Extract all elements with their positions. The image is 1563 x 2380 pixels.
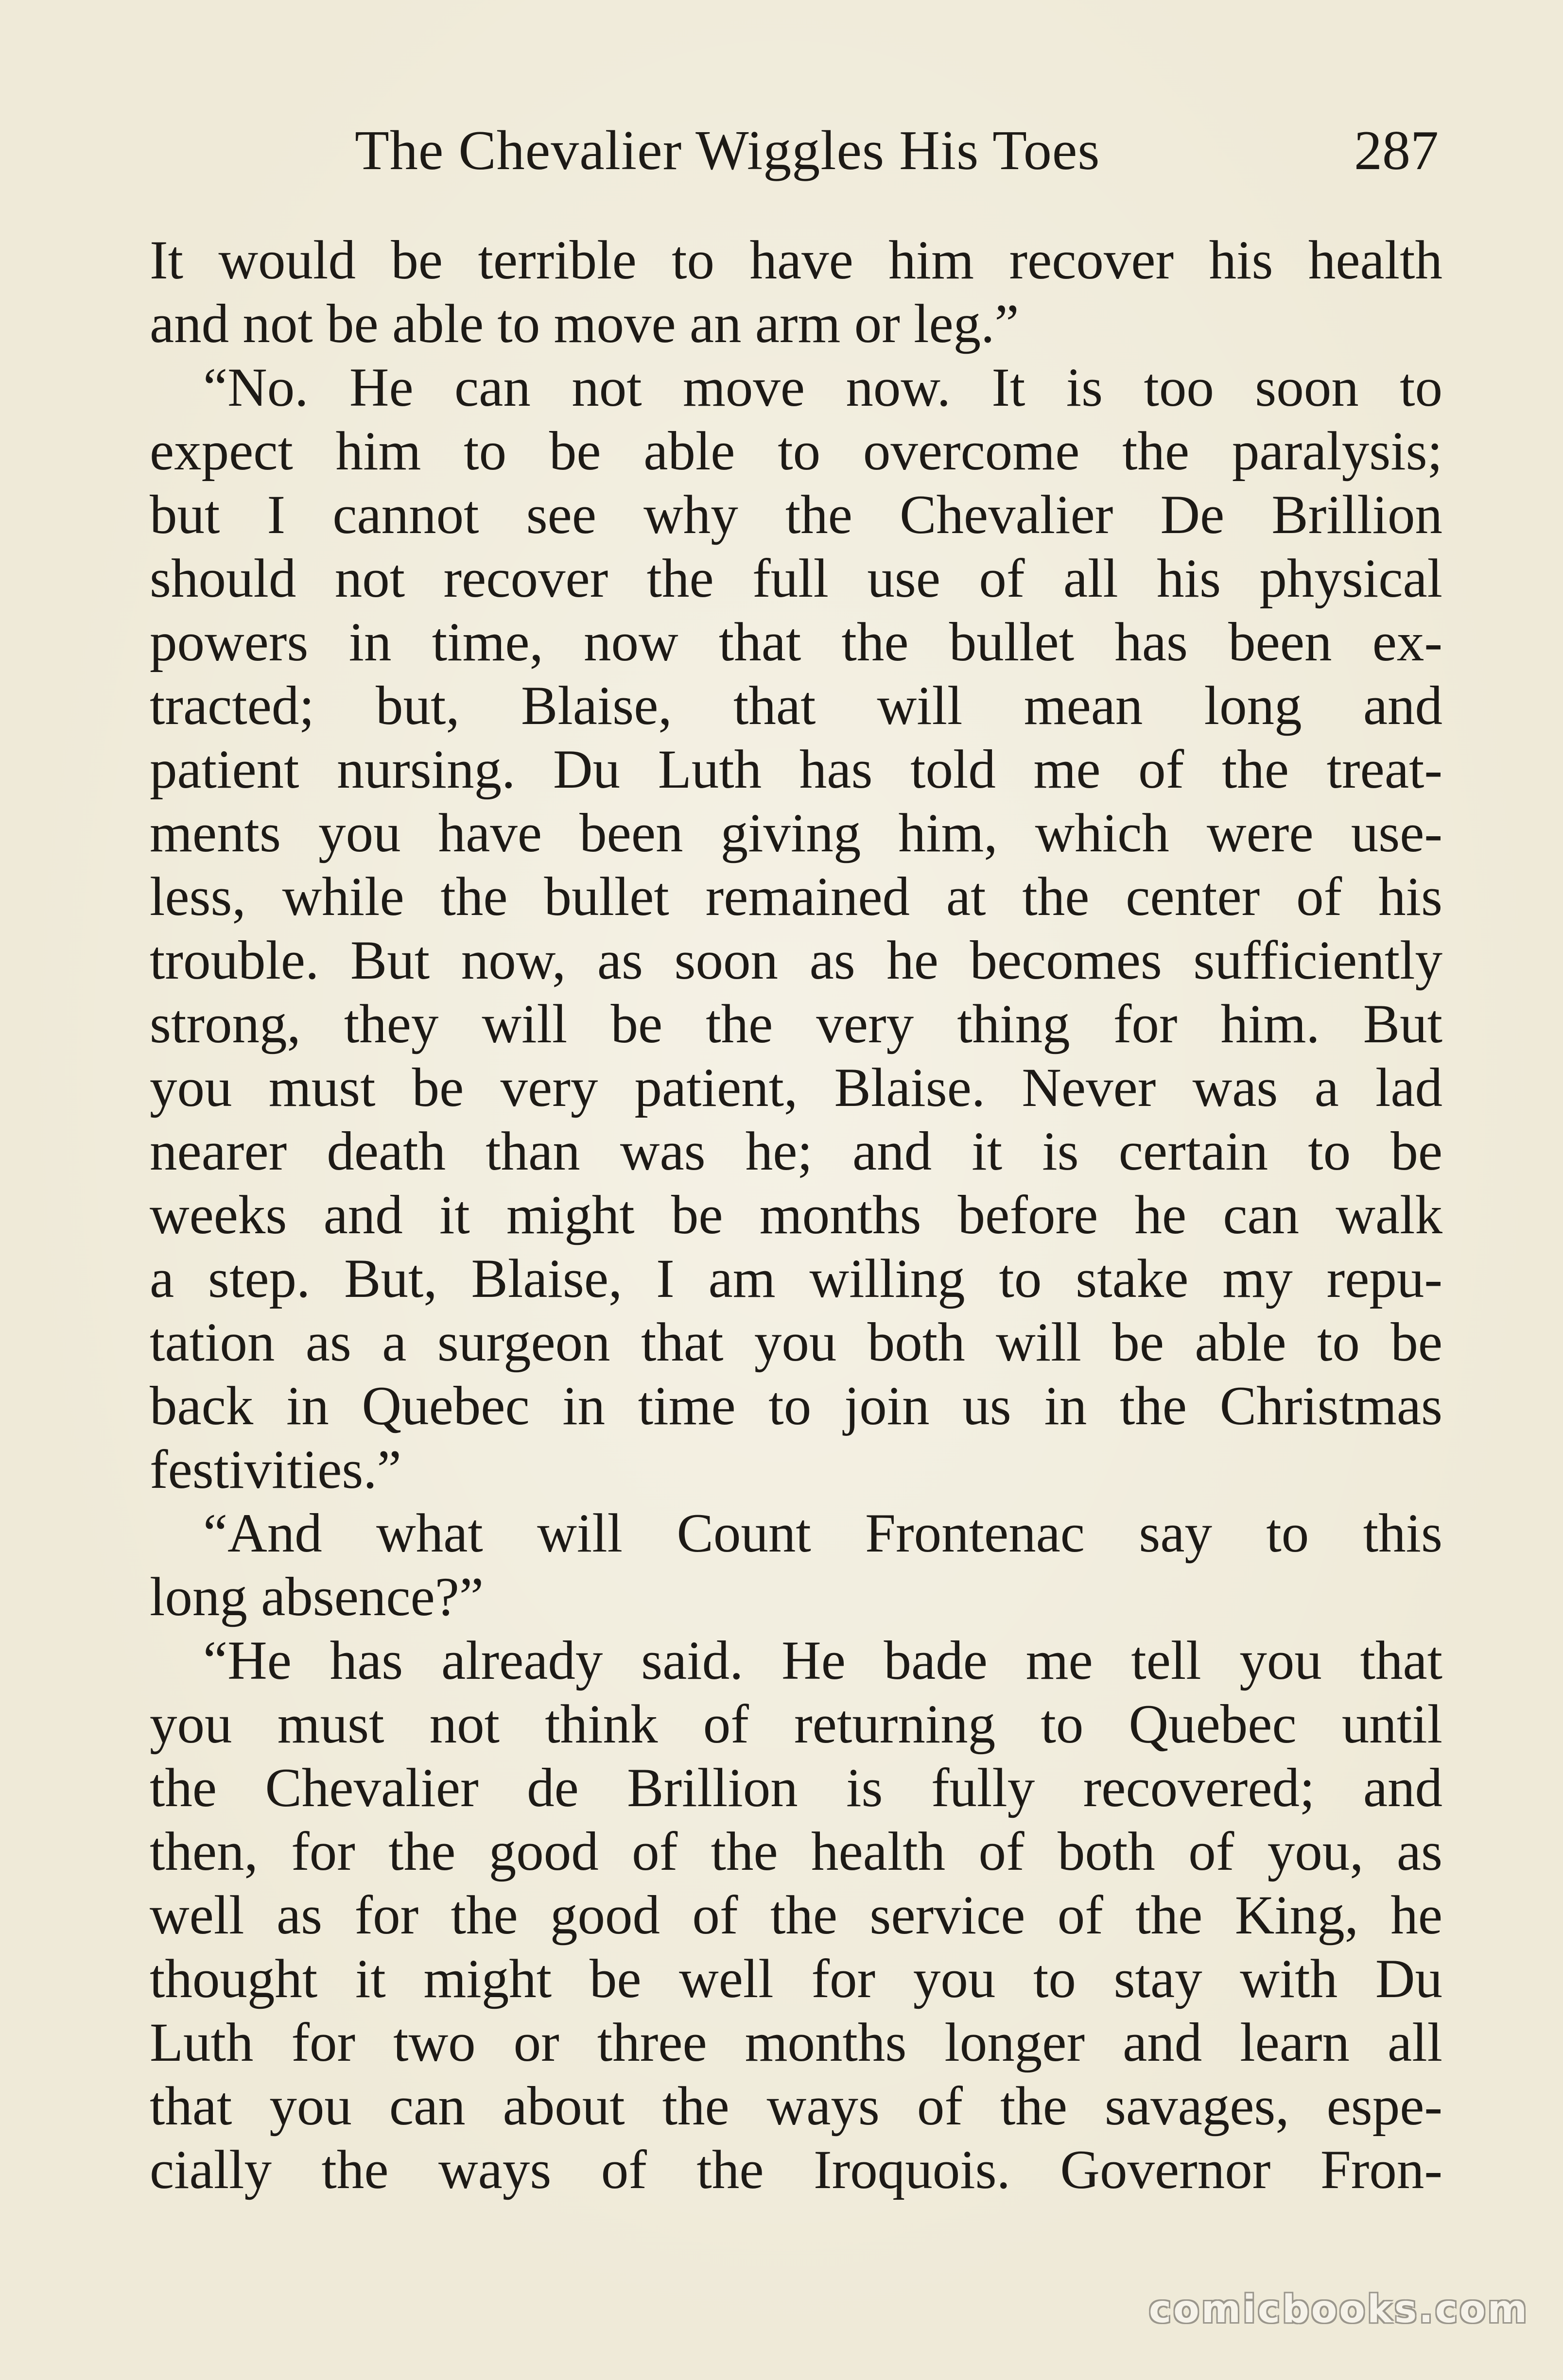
text-line: that you can about the ways of the savages, espe-	[150, 2076, 1442, 2137]
body-text	[150, 228, 1442, 2202]
text-line: you must not think of returning to Quebec until	[150, 1694, 1442, 1755]
text-line: less, while the bullet remained at the center of his	[150, 866, 1442, 927]
site-watermark: comicbooks.com	[1148, 2288, 1529, 2331]
text-line: Luth for two or three months longer and learn all	[150, 2012, 1442, 2073]
text-line: thought it might be well for you to stay with Du	[150, 1949, 1442, 2009]
text-line: patient nursing. Du Luth has told me of the treat-	[150, 739, 1442, 800]
text-line: tracted; but, Blaise, that will mean long and	[150, 675, 1442, 736]
text-line: nearer death than was he; and it is certain to be	[150, 1121, 1442, 1182]
text-line: back in Quebec in time to join us in the Christmas	[150, 1376, 1442, 1436]
text-line: “And what will Count Frontenac say to this	[203, 1503, 1442, 1564]
text-line: but I cannot see why the Chevalier De Brillion	[150, 484, 1442, 545]
text-line: long absence?”	[150, 1567, 484, 1627]
text-line: you must be very patient, Blaise. Never was a lad	[150, 1057, 1442, 1118]
text-line: expect him to be able to overcome the paralysis;	[150, 421, 1442, 482]
text-line: “No. He can not move now. It is too soon to	[203, 357, 1442, 418]
text-line: weeks and it might be months before he can walk	[150, 1185, 1442, 1245]
text-line: trouble. But now, as soon as he becomes sufficiently	[150, 930, 1442, 991]
text-line: “He has already said. He bade me tell you that	[203, 1630, 1442, 1691]
page-number: 287	[1354, 120, 1439, 182]
chapter-title: The Chevalier Wiggles His Toes	[355, 120, 1100, 182]
text-line: should not recover the full use of all his physical	[150, 548, 1442, 609]
text-line: powers in time, now that the bullet has been ex-	[150, 612, 1442, 673]
text-line: ments you have been giving him, which were use-	[150, 803, 1442, 863]
text-line: tation as a surgeon that you both will be able to be	[150, 1312, 1442, 1373]
text-line: a step. But, Blaise, I am willing to stake my repu-	[150, 1248, 1442, 1309]
text-line: strong, they will be the very thing for him. But	[150, 994, 1442, 1054]
text-line: festivities.”	[150, 1439, 401, 1500]
text-line: and not be able to move an arm or leg.”	[150, 293, 1019, 354]
text-line: cially the ways of the Iroquois. Governor Fron-	[150, 2139, 1442, 2200]
text-line: It would be terrible to have him recover his health	[150, 230, 1442, 291]
text-line: the Chevalier de Brillion is fully recovered; and	[150, 1758, 1442, 1818]
text-line: then, for the good of the health of both of you, as	[150, 1821, 1442, 1882]
running-head	[355, 112, 1439, 190]
text-line: well as for the good of the service of the King, he	[150, 1885, 1442, 1946]
